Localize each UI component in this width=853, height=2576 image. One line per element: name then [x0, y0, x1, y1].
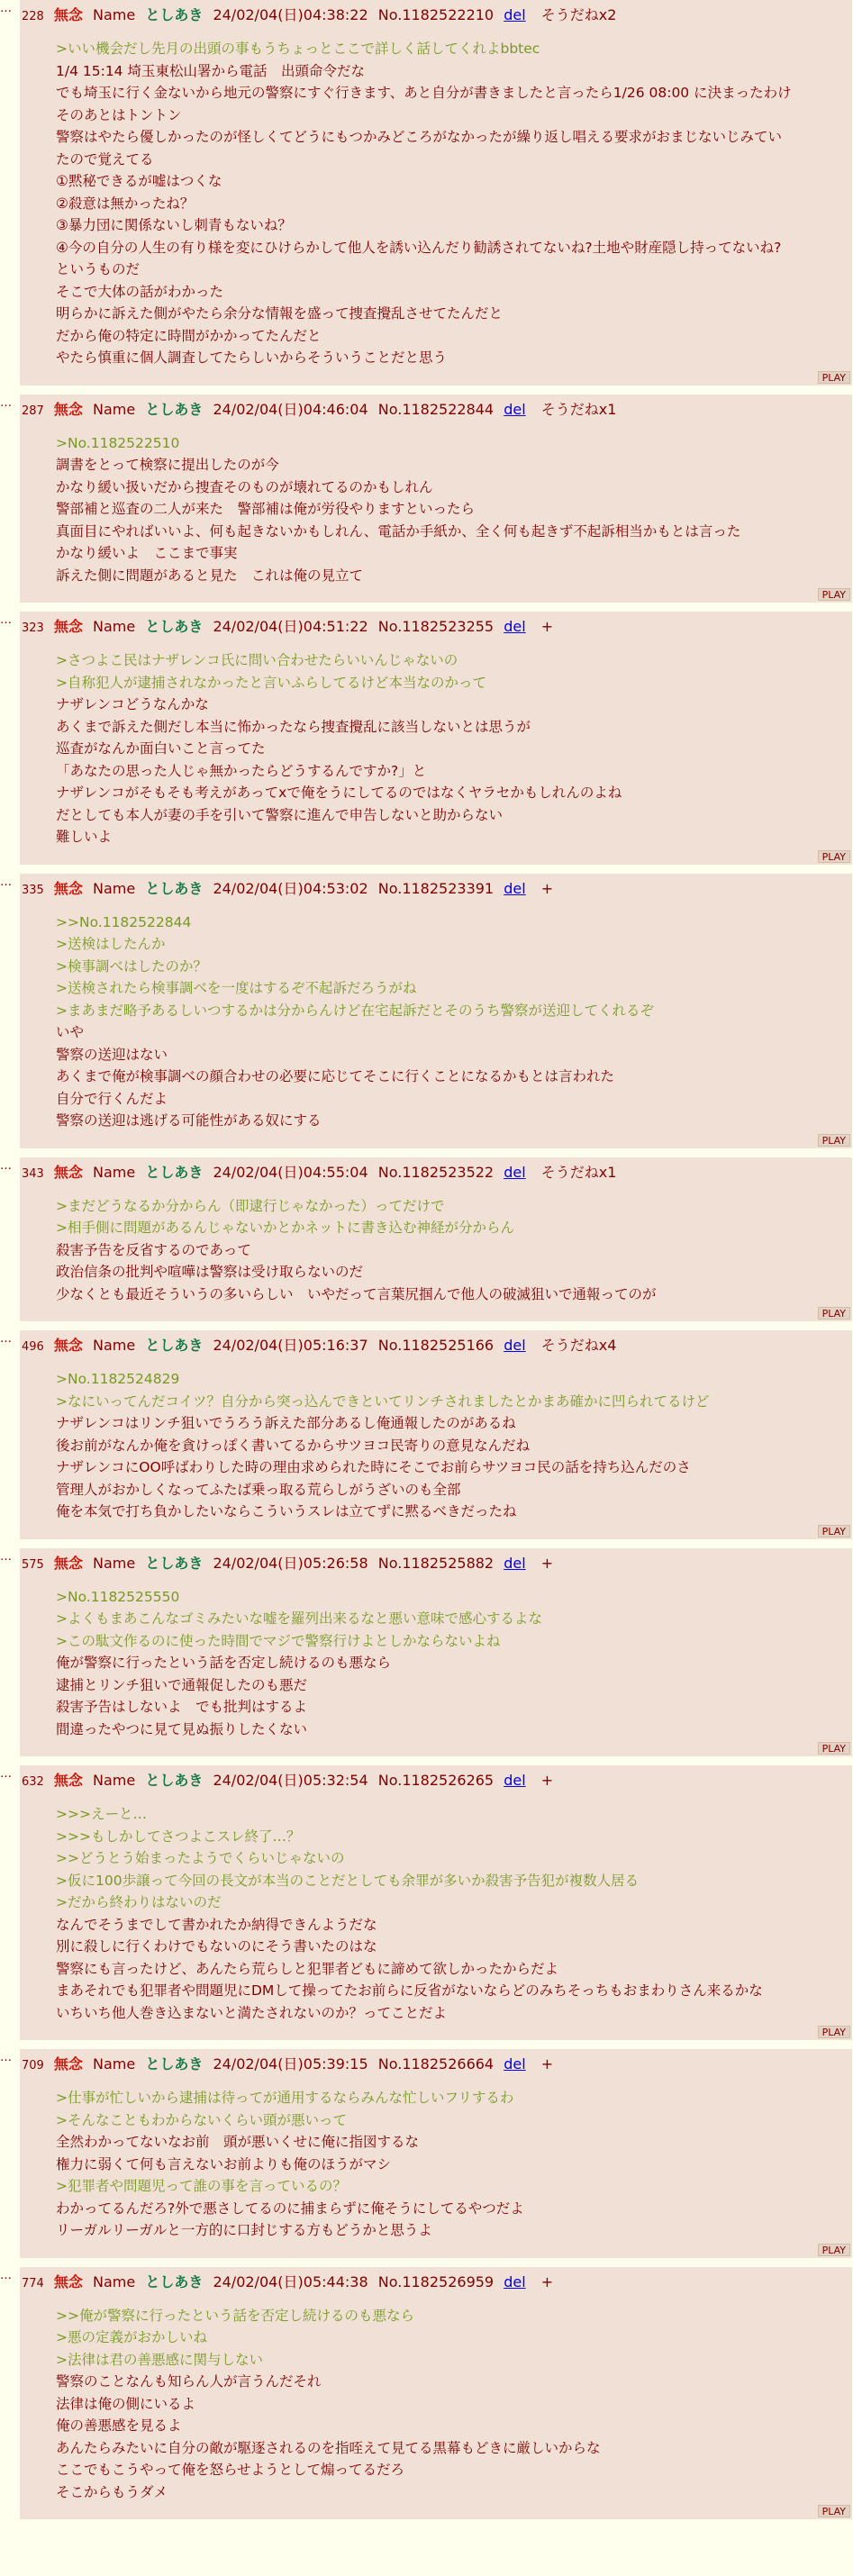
- body-line: ナザレンコにOO呼ばわりした時の理由求められた時にそこでお前らサツヨコ民の話を持ち込んだのさ: [56, 1459, 691, 1475]
- body-line: 警察はやたら優しかったのが怪しくてどうにもつかみどころがなかったが繰り返し唱える要求がおまじないじみていたので覚えてる: [56, 129, 783, 168]
- more-dots: …: [0, 395, 11, 410]
- name-label: Name: [93, 400, 136, 418]
- name-label: Name: [93, 1163, 136, 1181]
- body-line: かなり緩い扱いだから捜査そのものが壊れてるのかもしれん: [56, 478, 433, 495]
- play-row: [20, 1305, 852, 1321]
- post-number[interactable]: No.1182525166: [377, 1337, 495, 1354]
- quote-line: >No.1182524829: [56, 1371, 180, 1387]
- post-number[interactable]: No.1182522210: [377, 6, 495, 23]
- body-line: ナザレンコはリンチ狙いでうろう訴えた部分あるし俺通報したのがあるね: [56, 1415, 516, 1431]
- body-line: 「あなたの思った人じゃ無かったらどうするんですか?」と: [56, 762, 427, 779]
- reply-post: [20, 874, 852, 1148]
- post-number[interactable]: No.1182522844: [377, 400, 495, 418]
- post-body: [56, 2087, 852, 2242]
- post-body: [56, 649, 852, 848]
- post-body: [56, 1195, 852, 1306]
- quote-line: >検事調べはしたのか？: [56, 957, 207, 975]
- body-line: 難しいよ: [56, 829, 113, 845]
- body-line: ②殺意は無かったね？: [56, 195, 195, 212]
- post-gap: [9, 1321, 853, 1330]
- reply-number: 496: [22, 1340, 44, 1354]
- post-body: [56, 1368, 852, 1523]
- body-line: だとしても本人が妻の手を引いて警察に進んで申告しないと助からない: [56, 806, 504, 823]
- post-datetime: 24/02/04(日)05:32:54: [213, 1772, 368, 1789]
- body-line: あんたらみたいに自分の敵が駆逐されるのを指咥えて見てる黒幕もどきに厳しいからな: [56, 2439, 601, 2456]
- del-link[interactable]: del: [504, 1772, 526, 1789]
- body-line: あくまで訴えた側だし本当に怖かったなら捜査攪乱に該当しないとは思うが: [56, 718, 531, 735]
- post-subject: 無念: [53, 6, 83, 23]
- post-number[interactable]: No.1182523522: [377, 1163, 495, 1181]
- post-number[interactable]: No.1182525882: [377, 1554, 495, 1572]
- del-link[interactable]: del: [504, 400, 526, 418]
- sodane-button[interactable]: そうだねx1: [540, 1163, 617, 1181]
- play-button[interactable]: PLAY: [818, 1134, 850, 1147]
- reply-post: [20, 1157, 852, 1322]
- reply-number: 287: [22, 404, 44, 418]
- quote-line: >仮に100歩譲って今回の長文が本当のことだとしても余罪が多いか殺害予告犯が複数人居る: [56, 1872, 640, 1889]
- reply-wrapper: [0, 612, 853, 874]
- quote-line: >>どうとう始まったようでくらいじゃないの: [56, 1850, 345, 1866]
- quote-line: >No.1182522510: [56, 434, 180, 451]
- reply-number: 709: [22, 2059, 44, 2073]
- reply-wrapper: [0, 1765, 853, 2049]
- sodane-button[interactable]: +: [540, 618, 554, 635]
- more-dots: …: [0, 2051, 11, 2064]
- name-label: Name: [93, 1554, 136, 1572]
- poster-name: としあき: [145, 2055, 204, 2073]
- poster-name: としあき: [145, 1337, 204, 1354]
- post-gap: [9, 2258, 853, 2267]
- post-subject: 無念: [53, 2055, 83, 2073]
- play-row: [20, 1740, 852, 1756]
- body-line: 警察にも言ったけど、あんたら荒らしと犯罪者どもに諦めて欲しかったからだよ: [56, 1960, 559, 1977]
- post-datetime: 24/02/04(日)04:51:22: [213, 618, 368, 635]
- poster-name: としあき: [145, 879, 204, 897]
- body-line: 殺害予告はしないよ でも批判はするよ: [56, 1699, 308, 1715]
- post-subject: 無念: [53, 1163, 83, 1181]
- quote-line: >さつよこ民はナザレンコ氏に問い合わせたらいいんじゃないの: [56, 652, 458, 668]
- post-body: [56, 38, 852, 369]
- del-link[interactable]: del: [504, 879, 526, 897]
- quote-line: >>>えーと…: [56, 1806, 147, 1822]
- body-line: ナザレンコがそもそも考えがあってxで俺をうにしてるのではなくヤラセかもしれんのよね: [56, 785, 622, 801]
- post-header: [20, 400, 852, 422]
- body-line: 調書をとって検察に提出したのが今: [56, 457, 279, 473]
- post-subject: 無念: [53, 1337, 83, 1354]
- quote-line: >相手側に問題があるんじゃないかとかネットに書き込む神経が分からん: [56, 1220, 514, 1236]
- post-header: [20, 617, 852, 639]
- body-line: 俺が警察に行ったという話を否定し続けるのも悪なら: [56, 1655, 392, 1671]
- post-datetime: 24/02/04(日)04:53:02: [213, 879, 368, 897]
- post-subject: 無念: [53, 1772, 83, 1789]
- body-line: やたら慎重に個人調査してたらしいからそういうことだと思う: [56, 349, 448, 366]
- post-gap: [9, 2519, 853, 2528]
- post-gap: [9, 1148, 853, 1157]
- quote-line: >法律は君の善悪感に関与しない: [56, 2351, 263, 2368]
- quote-line: >まあまだ略予あるしいつするかは分からんけど在宅起訴だとそのうち警察が送迎してくれるぞ: [56, 1002, 654, 1019]
- play-row: [20, 586, 852, 603]
- play-button[interactable]: PLAY: [818, 1742, 850, 1755]
- more-dots: …: [0, 1158, 11, 1173]
- del-link[interactable]: del: [504, 618, 526, 635]
- quote-line: >送検されたら検事調べを一度はするぞ不起訴だろうがね: [56, 980, 417, 996]
- body-line: 権力に弱くて何も言えないお前よりも俺のほうがマシ: [56, 2155, 392, 2172]
- post-header: [20, 2054, 852, 2076]
- post-number[interactable]: No.1182523391: [377, 879, 495, 897]
- post-body: [56, 912, 852, 1132]
- post-datetime: 24/02/04(日)04:55:04: [213, 1163, 368, 1181]
- body-line: 明らかに訴えた側がやたら余分な情報を盛って捜査攪乱させてたんだと: [56, 305, 504, 322]
- post-datetime: 24/02/04(日)04:46:04: [213, 400, 368, 418]
- more-dots: …: [0, 875, 11, 889]
- del-link[interactable]: del: [504, 2272, 526, 2290]
- reply-post: [20, 1765, 852, 2040]
- name-label: Name: [93, 879, 136, 897]
- play-button[interactable]: PLAY: [818, 588, 850, 601]
- body-line: 全然わかってないなお前 頭が悪いくせに俺に指図するな: [56, 2134, 420, 2150]
- post-number[interactable]: No.1182526265: [377, 1772, 495, 1789]
- post-header: [20, 1771, 852, 1792]
- quote-line: >よくもまあこんなゴミみたいな嘘を羅列出来るなと悪い意味で感心するよな: [56, 1610, 542, 1627]
- quote-line: >送検はしたんか: [56, 936, 166, 952]
- body-line: というものだ: [56, 261, 141, 277]
- more-dots: …: [0, 613, 11, 627]
- poster-name: としあき: [145, 618, 204, 635]
- body-line: 少なくとも最近そういうの多いらしい いやだって言葉尻掴んで他人の破滅狙いで通報ってのが: [56, 1285, 657, 1302]
- sodane-button[interactable]: +: [540, 1554, 554, 1572]
- sodane-button[interactable]: +: [540, 2055, 554, 2073]
- body-line: ①黙秘できるが嘘はつくな: [56, 173, 222, 189]
- post-subject: 無念: [53, 2272, 83, 2290]
- quote-line: >悪の定義がおかしいね: [56, 2329, 207, 2345]
- poster-name: としあき: [145, 1772, 204, 1789]
- quote-line: >自称犯人が逮捕されなかったと言いふらしてるけど本当なのかって: [56, 674, 486, 691]
- body-line: 訴えた側に問題があると見た これは俺の見立て: [56, 567, 364, 584]
- more-dots: …: [0, 1549, 11, 1564]
- play-row: [20, 1523, 852, 1539]
- post-header: [20, 1554, 852, 1575]
- body-line: 巡査がなんか面白いこと言ってた: [56, 740, 266, 757]
- play-row: [20, 2024, 852, 2040]
- quote-line: >この駄文作るのに使った時間でマジで警察行けよとしかならないよね: [56, 1632, 501, 1649]
- sodane-button[interactable]: そうだねx1: [540, 400, 617, 418]
- post-gap: [9, 2040, 853, 2049]
- body-line: 警察の送迎は逃げる可能性がある奴にする: [56, 1112, 322, 1129]
- name-label: Name: [93, 1772, 136, 1789]
- post-header: [20, 879, 852, 901]
- reply-wrapper: [0, 874, 853, 1157]
- body-line: そこで大体の話がわかった: [56, 283, 224, 300]
- sodane-button[interactable]: そうだねx4: [540, 1337, 617, 1354]
- body-line: 後お前がなんか俺を貪けっぽく書いてるからサツヨコ民寄りの意見なんだね: [56, 1437, 531, 1454]
- del-link[interactable]: del: [504, 2055, 526, 2073]
- reply-number: 575: [22, 1557, 44, 1572]
- post-header: [20, 5, 852, 27]
- reply-post: [20, 1330, 852, 1539]
- quote-line: >>俺が警察に行ったという話を否定し続けるのも悪なら: [56, 2307, 414, 2324]
- body-line: そのあとはトントン: [56, 106, 182, 123]
- play-row: [20, 1132, 852, 1148]
- more-dots: …: [0, 2268, 11, 2282]
- body-line: ③暴力団に関係ないし刺青もないね？: [56, 217, 292, 233]
- reply-number: 774: [22, 2276, 44, 2290]
- reply-number: 335: [22, 883, 44, 897]
- post-subject: 無念: [53, 400, 83, 418]
- post-number[interactable]: No.1182523255: [377, 618, 495, 635]
- body-line: 法律は俺の側にいるよ: [56, 2395, 196, 2412]
- quote-line: >No.1182525550: [56, 1588, 180, 1605]
- post-body: [56, 1803, 852, 2024]
- reply-wrapper: [0, 1157, 853, 1331]
- reply-number: 228: [22, 10, 44, 23]
- play-button[interactable]: PLAY: [818, 850, 850, 863]
- post-header: [20, 1336, 852, 1357]
- body-line: かなり緩いよ ここまで事実: [56, 545, 238, 561]
- del-link[interactable]: del: [504, 1337, 526, 1354]
- post-gap: [9, 865, 853, 874]
- body-line: 1/4 15:14 埼玉東松山署から電話 出頭命令だな: [56, 62, 365, 79]
- sodane-button[interactable]: +: [540, 1772, 554, 1789]
- body-line: 逮捕とリンチ狙いで通報促したのも悪だ: [56, 1676, 308, 1693]
- post-gap: [9, 1539, 853, 1548]
- poster-name: としあき: [145, 400, 204, 418]
- quote-line: >犯罪者や問題児って誰の事を言っているの？: [56, 2178, 347, 2194]
- sodane-button[interactable]: +: [540, 2272, 554, 2290]
- poster-name: としあき: [145, 1163, 204, 1181]
- body-line: 間違ったやつに見て見ぬ振りしたくない: [56, 1720, 308, 1737]
- poster-name: としあき: [145, 6, 204, 23]
- play-row: [20, 2503, 852, 2519]
- reply-post: [20, 2267, 852, 2520]
- body-line: 俺の善悪感を見るよ: [56, 2417, 182, 2434]
- reply-post: [20, 612, 852, 865]
- body-line: ④今の自分の人生の有り様を変にひけらかして他人を誘い込んだり勧誘されてないね?土地や財産隠し持ってないね?: [56, 239, 782, 256]
- reply-wrapper: [0, 0, 853, 395]
- body-line: でも埼玉に行く金ないから地元の警察にすぐ行きます、あと自分が書きましたと言ったら1/26 08:00 に決まったわけ: [56, 85, 792, 101]
- reply-wrapper: [0, 2049, 853, 2267]
- body-line: 殺害予告を反省するのであって: [56, 1241, 251, 1258]
- reply-post: [20, 1548, 852, 1757]
- post-subject: 無念: [53, 618, 83, 635]
- more-dots: …: [0, 1332, 11, 1346]
- reply-number: 343: [22, 1166, 44, 1181]
- quote-line: >仕事が忙しいから逮捕は待ってが通用するならみんな忙しいフリするわ: [56, 2090, 514, 2106]
- body-line: 管理人がおかしくなってふたば乗っ取る荒らしがうざいのも全部: [56, 1481, 461, 1498]
- play-row: [20, 848, 852, 865]
- body-line: 真面目にやればいいよ、何も起きないかもしれん、電話か手紙か、全く何も起きず不起訴相当かもとは言った: [56, 522, 741, 540]
- reply-post: [20, 0, 852, 385]
- name-label: Name: [93, 2055, 136, 2073]
- body-line: 警部補と巡査の二人が来た 警部補は俺が労役やりますといったら: [56, 501, 476, 517]
- name-label: Name: [93, 1337, 136, 1354]
- poster-name: としあき: [145, 1554, 204, 1572]
- post-number[interactable]: No.1182526664: [377, 2055, 495, 2073]
- reply-post: [20, 2049, 852, 2258]
- body-line: 俺を本気で打ち負かしたいならこういうスレは立てずに黙るべきだったね: [56, 1503, 517, 1519]
- post-datetime: 24/02/04(日)05:44:38: [213, 2272, 368, 2290]
- body-line: リーガルリーガルと一方的に口封じする方もどうかと思うよ: [56, 2222, 432, 2238]
- body-line: 警察の送迎はない: [56, 1046, 168, 1063]
- body-line: 自分で行くんだよ: [56, 1090, 168, 1107]
- play-row: [20, 2242, 852, 2258]
- post-gap: [9, 385, 853, 395]
- quote-line: >いい機会だし先月の出頭の事もうちょっとここで詳しく話してくれよbbtec: [56, 41, 540, 57]
- body-line: だから俺の特定に時間がかかってたんだと: [56, 327, 322, 344]
- post-datetime: 24/02/04(日)05:26:58: [213, 1554, 368, 1572]
- sodane-button[interactable]: +: [540, 879, 554, 897]
- body-line: ナザレンコどうなんかな: [56, 696, 209, 712]
- post-datetime: 24/02/04(日)05:16:37: [213, 1337, 368, 1354]
- quote-line: >そんなこともわからないくらい頭が悪いって: [56, 2111, 347, 2128]
- reply-wrapper: [0, 1330, 853, 1548]
- play-button[interactable]: PLAY: [818, 1525, 850, 1537]
- post-number[interactable]: No.1182526959: [377, 2272, 495, 2290]
- post-body: [56, 2305, 852, 2504]
- body-line: 警察のことなんも知らん人が言うんだそれ: [56, 2373, 322, 2390]
- more-dots: …: [0, 2, 11, 15]
- reply-number: 323: [22, 621, 44, 635]
- play-button[interactable]: PLAY: [818, 371, 850, 384]
- post-subject: 無念: [53, 879, 83, 897]
- quote-line: >だから終わりはないのだ: [56, 1894, 222, 1910]
- reply-number: 632: [22, 1775, 44, 1789]
- quote-line: >>>もしかしてさつよこスレ終了…？: [56, 1828, 301, 1845]
- del-link[interactable]: del: [504, 6, 526, 23]
- body-line: いや: [56, 1024, 85, 1040]
- body-line: ここでもこうやって俺を怒らせようとして煽ってるだろ: [56, 2462, 405, 2478]
- reply-post: [20, 395, 852, 603]
- body-line: そこからもうダメ: [56, 2483, 168, 2500]
- sodane-button[interactable]: そうだねx2: [540, 6, 617, 23]
- play-button[interactable]: PLAY: [818, 2505, 850, 2517]
- play-button[interactable]: PLAY: [818, 2244, 850, 2256]
- post-gap: [9, 1756, 853, 1765]
- del-link[interactable]: del: [504, 1163, 526, 1181]
- post-subject: 無念: [53, 1554, 83, 1572]
- post-header: [20, 2272, 852, 2294]
- quote-line: >まだどうなるか分からん（即逮行じゃなかった）ってだけで: [56, 1197, 445, 1214]
- body-line: わかってるんだろ?外で悪さしてるのに捕まらずに俺そうにしてるやつだよ: [56, 2200, 524, 2217]
- body-line: 政治信条の批判や喧嘩は警察は受け取らないのだ: [56, 1264, 364, 1280]
- body-line: いちいち他人巻き込まないと満たされないのか？ってことだよ: [56, 2004, 448, 2021]
- quote-line: >なにいってんだコイツ？自分から突っ込んできといてリンチされましたとかまあ確かに凹られてるけど: [56, 1392, 710, 1410]
- post-gap: [9, 603, 853, 612]
- del-link[interactable]: del: [504, 1554, 526, 1572]
- play-button[interactable]: PLAY: [818, 1307, 850, 1320]
- poster-name: としあき: [145, 2272, 204, 2290]
- body-line: あくまで俺が検事調べの顔合わせの必要に応じてそこに行くことになるかもとは言われた: [56, 1068, 615, 1084]
- body-line: まあそれでも犯罪者や問題児にDMして操ってたお前らに反省がないならどのみちそっちもおまわりさん来るかな: [56, 1982, 763, 1999]
- post-datetime: 24/02/04(日)05:39:15: [213, 2055, 368, 2073]
- play-row: [20, 369, 852, 385]
- play-button[interactable]: PLAY: [818, 2026, 850, 2038]
- name-label: Name: [93, 2272, 136, 2290]
- post-datetime: 24/02/04(日)04:38:22: [213, 6, 368, 23]
- post-header: [20, 1163, 852, 1184]
- more-dots: …: [0, 1767, 11, 1781]
- reply-wrapper: [0, 395, 853, 612]
- body-line: 別に殺しに行くわけでもないのにそう書いたのはな: [56, 1938, 377, 1955]
- reply-wrapper: [0, 1548, 853, 1766]
- quote-line: >>No.1182522844: [56, 913, 192, 930]
- reply-wrapper: [0, 2267, 853, 2529]
- post-body: [56, 1586, 852, 1741]
- name-label: Name: [93, 6, 136, 23]
- name-label: Name: [93, 618, 136, 635]
- post-body: [56, 432, 852, 587]
- body-line: なんでそうまでして書かれたか納得できんようだな: [56, 1916, 377, 1933]
